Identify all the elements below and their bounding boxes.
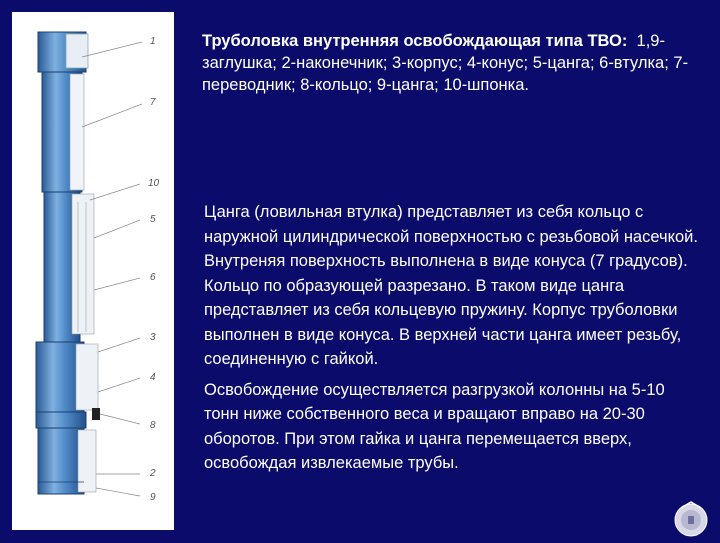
slide-body [204, 200, 704, 482]
callout-5: 5 [150, 214, 156, 225]
tool-drawing-panel [12, 12, 174, 530]
nose-part [38, 428, 84, 494]
callout-9: 9 [150, 492, 156, 503]
callout-7: 7 [150, 97, 156, 108]
callout-4: 4 [150, 372, 156, 383]
sleeve-section [72, 194, 94, 334]
slide-title [202, 30, 702, 96]
tool-drawing [12, 12, 174, 530]
callout-10: 10 [148, 178, 160, 189]
callout-6: 6 [150, 272, 156, 283]
nose-section [78, 430, 96, 492]
body-paragraph-2: Освобождение осуществляется разгрузкой колонны на 5-10 тонн ниже собственного веса и вращают вправо на 20-30 оборотов. При этом гайка и цанга перемещается вверх, освобождая извлекаемые трубы. [204, 380, 665, 472]
callout-3: 3 [150, 332, 156, 343]
ring-part [36, 412, 86, 428]
callout-1: 1 [150, 36, 156, 47]
title-parts-list: 1,9-заглушка; 2-наконечник; 3-корпус; 4-конус; 5-цанга; 6-втулка; 7-переводник; 8-кольцо; 9-цанга; 10-шпонка. [202, 32, 689, 94]
body-paragraph-1: Цанга (ловильная втулка) представляет из себя кольцо с наружной цилиндрической поверхностью с резьбовой насечкой. Внутреняя поверхность выполнена в виде конуса (7 градусов). Кольцо по образующей разрезано. В таком виде цанга представляет из себя кольцевую пружину. Корпус труболовки выполнен в виде конуса. В верхней части цанга имеет резьбу, соединенную с гайкой. [204, 203, 698, 368]
ring-marker [92, 408, 100, 420]
callout-8: 8 [150, 420, 156, 431]
cone-section [76, 344, 98, 410]
callout-2: 2 [150, 468, 156, 479]
university-emblem-icon [668, 500, 714, 538]
title-heading: Труболовка внутренняя освобождающая типа ТВО: [202, 32, 628, 50]
adapter-section [70, 74, 84, 190]
cap-section [66, 34, 88, 68]
